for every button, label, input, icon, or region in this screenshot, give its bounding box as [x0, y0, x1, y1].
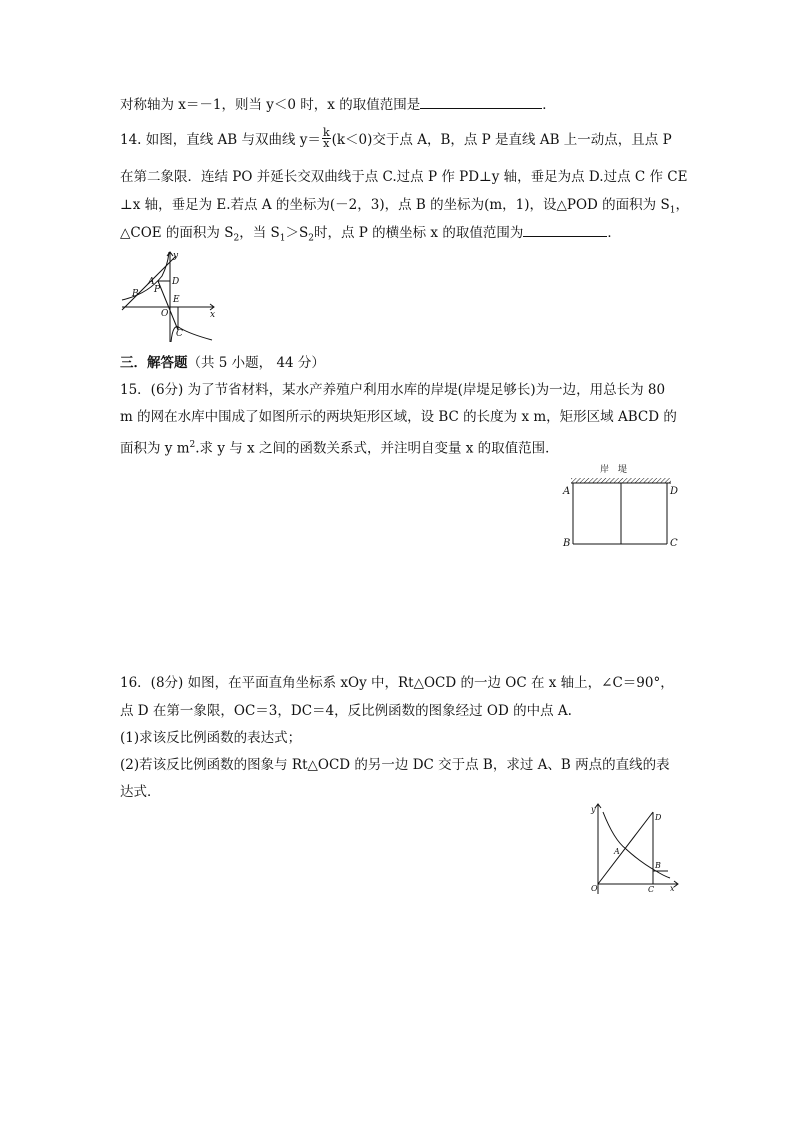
q14-line4-c: ＞S	[285, 225, 309, 241]
frac-denominator: x	[323, 137, 330, 150]
q15-line3-a: 面积为 y m	[120, 440, 190, 457]
q16-line-3	[120, 729, 301, 747]
label-p: P	[154, 285, 161, 295]
section-3-detail: （共 5 小题， 44 分）	[187, 355, 325, 371]
label-c: C	[176, 329, 183, 339]
label-o: O	[161, 309, 169, 319]
q16-line4-text: (2)若该反比例函数的图象与 Rt△OCD 的另一边 DC 交于点 B，求过 A、B 两点的直线的表	[120, 757, 670, 773]
label-x: x	[670, 884, 675, 893]
frac-numerator: k	[322, 126, 330, 139]
label-d: D	[172, 277, 180, 287]
subscript-2: 2	[233, 233, 240, 244]
fraction-k-over-x	[322, 128, 331, 149]
q14-line4-b: ，当 S	[239, 225, 280, 241]
label-e: E	[173, 295, 180, 305]
label-d: D	[655, 813, 662, 822]
q15-figure	[560, 460, 682, 550]
q13-tail	[120, 96, 556, 114]
q15-line1-text: 15．(6分) 为了节省材料，某水产养殖户利用水库的岸堤(岸堤足够长)为一边，用总长为 80	[120, 382, 666, 398]
q15-line-1	[120, 381, 665, 399]
bank-hatch	[571, 478, 671, 483]
q14-line1-b: (k＜0)交于点 A，B，点 P 是直线 AB 上一动点，且点 P	[331, 132, 672, 148]
q14-line1-a: 14. 如图，直线 AB 与双曲线 y＝	[120, 132, 321, 148]
q14-line2-text: 在第二象限．连结 PO 并延长交双曲线于点 C.过点 P 作 PD⊥y 轴，垂足为点 D.过点 C 作 CE	[120, 169, 688, 185]
q14-figure	[118, 248, 222, 344]
q16-line-1	[120, 674, 674, 692]
q15-line-3	[120, 436, 559, 458]
q16-line5-text: 达式．	[120, 784, 161, 800]
q16-figure	[584, 800, 684, 896]
q16-line-4	[120, 756, 670, 774]
q14-line4-end: ．	[607, 225, 621, 241]
label-o: O	[591, 884, 598, 893]
section-3-header	[120, 354, 325, 372]
superscript-2: 2	[189, 440, 196, 450]
q14-answer-blank[interactable]	[523, 224, 607, 237]
label-c: C	[670, 538, 678, 549]
q15-line-2	[120, 408, 677, 426]
label-a: A	[614, 847, 620, 856]
q14-line4-d: 时，点 P 的横坐标 x 的取值范围为	[313, 225, 524, 241]
q14-line-3	[120, 196, 689, 220]
q16-line-5	[120, 783, 161, 801]
q15-line2-text: m 的网在水库中围成了如图所示的两块矩形区域，设 BC 的长度为 x m，矩形区域 ABCD 的	[120, 409, 677, 425]
section-3-title: 三．解答题	[120, 355, 188, 371]
q14-line3-a: ⊥x 轴，垂足为 E.若点 A 的坐标为(－2，3)，点 B 的坐标为(m，1)，设△POD 的面积为 S	[120, 197, 670, 213]
q16-line-2	[120, 702, 572, 720]
q16-line2-text: 点 D 在第一象限，OC＝3，DC＝4，反比例函数的图象经过 OD 的中点 A.	[120, 703, 572, 719]
q14-line4-a: △COE 的面积为 S	[120, 225, 234, 241]
label-x: x	[210, 310, 216, 320]
subscript-2b: 2	[308, 233, 314, 244]
label-y: y	[591, 805, 596, 814]
subscript-1: 1	[669, 205, 676, 216]
q16-line1-text: 16．(8分) 如图，在平面直角坐标系 xOy 中，Rt△OCD 的一边 OC 在 x 轴上，∠C＝90°，	[120, 675, 674, 691]
q13-answer-blank[interactable]	[420, 96, 542, 109]
q14-line-2	[120, 168, 687, 186]
label-a: A	[148, 277, 155, 287]
q14-line-1	[120, 126, 672, 151]
q16-line3-text: (1)求该反比例函数的表达式；	[120, 730, 302, 746]
q14-line3-b: ，	[675, 197, 689, 213]
q15-line3-b: .求 y 与 x 之间的函数关系式，并注明自变量 x 的取值范围．	[195, 440, 559, 457]
subscript-1b: 1	[279, 233, 286, 244]
label-b: B	[655, 861, 661, 870]
q13-text: 对称轴为 x＝－1，则当 y＜0 时，x 的取值范围是	[120, 97, 421, 113]
q13-end: ．	[542, 97, 556, 113]
hyperbola-branch-left	[122, 252, 169, 300]
segment-pc	[158, 281, 178, 330]
q14-line-4	[120, 224, 621, 248]
label-c: C	[648, 885, 655, 894]
label-a: A	[563, 486, 571, 497]
label-bank: 岸 堤	[600, 465, 628, 475]
label-y: y	[173, 251, 179, 261]
label-b: B	[132, 289, 139, 299]
label-d: D	[670, 486, 679, 497]
label-b: B	[563, 538, 571, 549]
